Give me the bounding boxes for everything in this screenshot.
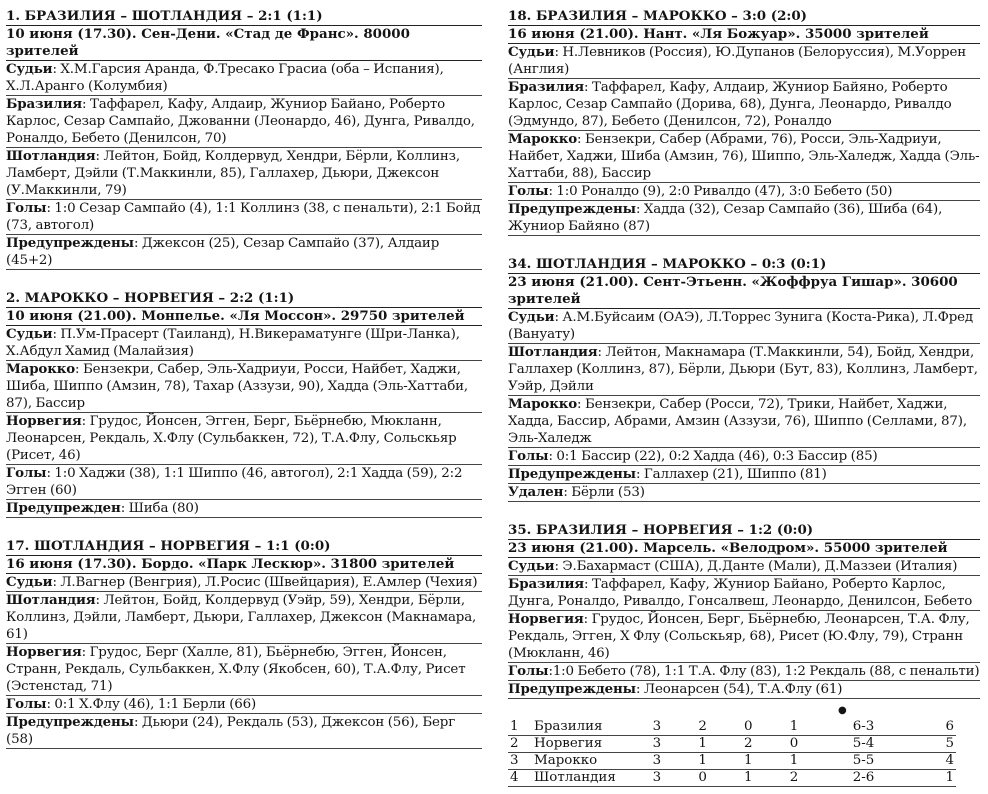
team: Марокко: [532, 753, 634, 770]
wins: 1: [680, 736, 726, 753]
row-label: Голы: [6, 465, 47, 481]
row-label: Удален: [508, 484, 564, 500]
lineup-row: [508, 79, 980, 131]
goals-row: [508, 183, 980, 201]
match-info: 10 июня (17.30). Сен-Дени. «Стад де Франс». 80000 зрителей: [6, 26, 482, 61]
dot-mark: ●: [838, 705, 847, 716]
row-label: Судьи: [6, 326, 53, 342]
referees-row: [508, 558, 980, 576]
cautions-row: [508, 466, 980, 484]
match-title: 18. БРАЗИЛИЯ – МАРОККО – 3:0 (2:0): [508, 8, 980, 26]
match-title: 17. ШОТЛАНДИЯ – НОРВЕГИЯ – 1:1 (0:0): [6, 538, 482, 556]
losses: 1: [771, 753, 817, 770]
table-row: [508, 770, 956, 787]
draws: 1: [725, 770, 771, 787]
match-1-brazil-scotland: [6, 8, 482, 270]
row-text: : Х.М.Гарсия Аранда, Ф.Тресако Грасиа (оба – Испания), Х.Л.Аранго (Колумбия): [6, 62, 444, 94]
draws: 0: [725, 719, 771, 736]
cautions-row: [508, 201, 980, 236]
table-row: [508, 719, 956, 736]
match-18-brazil-morocco: [508, 8, 980, 236]
row-text: : Леонарсен (54), Т.А.Флу (61): [635, 682, 843, 697]
row-text: : Лейтон, Макнамара (Т.Маккинли, 54), Бойд, Хендри, Галлахер (Коллинз, 87), Бёрли, Дьюри (Бут, 83), Коллинз, Ламберт, Уэйр, Дэйли: [508, 345, 978, 394]
cautions-row: [6, 235, 482, 270]
row-label: Марокко: [508, 131, 578, 147]
wins: 0: [680, 770, 726, 787]
row-label: Голы: [508, 183, 549, 199]
cautions-row: [6, 500, 482, 518]
row-text: : Бензекри, Сабер (Абрами, 76), Росси, Эль-Хадриуи, Найбет, Хаджи, Шиба (Амзин, 76), Шиппо, Эль-Халедж, Хадда (Эль-Хаттаби, 88), Бассир: [508, 132, 980, 181]
match-info: 16 июня (17.30). Бордо. «Парк Лескюр». 31800 зрителей: [6, 556, 482, 574]
match-info: 10 июня (21.00). Монпелье. «Ля Моссон». 29750 зрителей: [6, 308, 482, 326]
lineup-row: [6, 644, 482, 696]
played: 3: [634, 736, 680, 753]
row-text: : 1:0 Хаджи (38), 1:1 Шиппо (46, автогол), 2:1 Хадда (59), 2:2 Эгген (60): [6, 466, 463, 498]
row-text: : Грудос, Берг (Халле, 81), Бьёрнебю, Эгген, Йонсен, Странн, Рекдаль, Сульбаккен, Х.Флу (Якобсен, 60), Т.А.Флу, Рисет (Эстенстад, 71): [6, 645, 466, 694]
lineup-row: [508, 611, 980, 663]
row-label: Бразилия: [508, 79, 585, 95]
goals-row: [6, 465, 482, 500]
referees-row: [508, 309, 980, 344]
goals: 5-5: [817, 753, 910, 770]
match-title: 1. БРАЗИЛИЯ – ШОТЛАНДИЯ – 2:1 (1:1): [6, 8, 482, 26]
row-label: Предупреждены: [508, 466, 636, 482]
goals: 2-6: [817, 770, 910, 787]
row-text: : 0:1 Бассир (22), 0:2 Хадда (46), 0:3 Бассир (85): [548, 449, 878, 464]
match-info: 23 июня (21.00). Марсель. «Велодром». 55000 зрителей: [508, 540, 980, 558]
row-text: : Галлахер (21), Шиппо (81): [635, 467, 827, 482]
lineup-row: [6, 148, 482, 200]
row-label: Марокко: [508, 396, 578, 412]
lineup-row: [508, 344, 980, 396]
row-text: : Хадда (32), Сезар Сампайо (36), Шиба (64), Жуниор Байяно (87): [508, 202, 943, 234]
row-text: : Таффарел, Кафу, Жуниор Байано, Роберто Карлос, Дунга, Роналдо, Ривалдо, Гонсалвеш, Леонардо, Денилсон, Бебето: [508, 577, 973, 609]
row-label: Судьи: [508, 309, 555, 325]
losses: 0: [771, 736, 817, 753]
referees-row: [508, 44, 980, 79]
right-column: [508, 8, 980, 787]
goals-row: [6, 200, 482, 235]
row-label: Бразилия: [6, 96, 83, 112]
position: 2: [508, 736, 532, 753]
row-text: : Бензекри, Сабер (Росси, 72), Трики, Найбет, Хаджи, Хадда, Бассир, Абрами, Амзин (Аззузи, 76), Шиппо (Селлами, 87), Эль-Халедж: [508, 397, 967, 446]
draws: 1: [725, 753, 771, 770]
lineup-row: [508, 131, 980, 183]
lineup-row: [508, 396, 980, 448]
match-17-scotland-norway: [6, 538, 482, 749]
goals: 6-3: [817, 719, 910, 736]
row-label: Норвегия: [6, 413, 82, 429]
sent-off-row: [508, 484, 980, 502]
row-text: : П.Ум-Прасерт (Таиланд), Н.Викераматунге (Шри-Ланка), Х.Абдул Хамид (Малайзия): [6, 327, 460, 359]
row-text: : А.М.Буйсаим (ОАЭ), Л.Торрес Зунига (Коста-Рика), Л.Фред (Вануату): [508, 310, 974, 342]
left-column: [6, 8, 482, 769]
cautions-row: [6, 714, 482, 749]
match-info: 23 июня (21.00). Сент-Этьенн. «Жоффруа Гишар». 30600 зрителей: [508, 274, 980, 309]
points: 4: [910, 753, 956, 770]
lineup-row: [6, 361, 482, 413]
row-label: Предупреждены: [508, 201, 636, 217]
row-text: : Бензекри, Сабер, Эль-Хадриуи, Росси, Найбет, Хаджи, Шиба, Шиппо (Амзин, 78), Тахар (Аззузи, 90), Хадда (Эль-Хаттаби, 87), Бассир: [6, 362, 469, 411]
row-label: Шотландия: [6, 592, 96, 608]
goals-row: [508, 663, 980, 681]
row-text: :1:0 Бебето (78), 1:1 Т.А. Флу (83), 1:2 Рекдаль (88, с пенальти): [548, 664, 980, 679]
goals-row: [6, 696, 482, 714]
referees-row: [6, 574, 482, 592]
match-info: 16 июня (21.00). Нант. «Ля Божуар». 35000 зрителей: [508, 26, 980, 44]
row-label: Предупреждены: [508, 681, 636, 697]
standings-table: [508, 719, 956, 787]
row-label: Голы: [6, 696, 47, 712]
match-34-scotland-morocco: [508, 256, 980, 502]
row-text: : Л.Вагнер (Венгрия), Л.Росис (Швейцария), Е.Амлер (Чехия): [52, 575, 478, 590]
row-text: : Лейтон, Бойд, Колдервуд (Уэйр, 59), Хендри, Бёрли, Коллинз, Дэйли, Ламберт, Дьюри, Галлахер, Джексон (Макнамара, 61): [6, 593, 477, 642]
row-label: Голы: [508, 448, 549, 464]
draws: 2: [725, 736, 771, 753]
points: 5: [910, 736, 956, 753]
row-text: : 0:1 Х.Флу (46), 1:1 Берли (66): [46, 697, 257, 712]
referees-row: [6, 61, 482, 96]
row-label: Судьи: [508, 558, 555, 574]
losses: 1: [771, 719, 817, 736]
played: 3: [634, 770, 680, 787]
referees-row: [6, 326, 482, 361]
row-label: Норвегия: [508, 611, 584, 627]
row-label: Предупреждены: [6, 714, 134, 730]
losses: 2: [771, 770, 817, 787]
position: 4: [508, 770, 532, 787]
goals: 5-4: [817, 736, 910, 753]
cautions-row: [508, 681, 980, 699]
row-label: Судьи: [6, 574, 53, 590]
team: Норвегия: [532, 736, 634, 753]
match-35-brazil-norway: [508, 522, 980, 699]
row-label: Голы: [6, 200, 47, 216]
row-label: Норвегия: [6, 644, 82, 660]
points: 6: [910, 719, 956, 736]
table-row: [508, 753, 956, 770]
row-label: Бразилия: [508, 576, 585, 592]
lineup-row: [6, 592, 482, 644]
row-text: : Грудос, Йонсен, Эгген, Берг, Бьёрнебю, Мюкланн, Леонарсен, Рекдаль, Х.Флу (Сульбаккен, 72), Т.А.Флу, Сольскьяр (Рисет, 46): [6, 414, 457, 463]
match-title: 2. МАРОККО – НОРВЕГИЯ – 2:2 (1:1): [6, 290, 482, 308]
lineup-row: [6, 96, 482, 148]
table-row: [508, 736, 956, 753]
team: Шотландия: [532, 770, 634, 787]
row-text: : Джексон (25), Сезар Сампайо (37), Алдаир (45+2): [6, 236, 440, 268]
match-title: 35. БРАЗИЛИЯ – НОРВЕГИЯ – 1:2 (0:0): [508, 522, 980, 540]
row-text: : Бёрли (53): [563, 485, 645, 500]
row-text: : Э.Бахармаст (США), Д.Данте (Мали), Д.Маззеи (Италия): [554, 559, 958, 574]
played: 3: [634, 719, 680, 736]
goals-row: [508, 448, 980, 466]
row-label: Предупрежден: [6, 500, 121, 516]
row-text: : Н.Левников (Россия), Ю.Дупанов (Белоруссия), М.Уоррен (Англия): [508, 45, 967, 77]
row-label: Шотландия: [508, 344, 598, 360]
row-label: Марокко: [6, 361, 76, 377]
group-standings: [508, 705, 980, 787]
lineup-row: [6, 413, 482, 465]
lineup-row: [508, 576, 980, 611]
position: 3: [508, 753, 532, 770]
points: 1: [910, 770, 956, 787]
position: 1: [508, 719, 532, 736]
row-label: Предупреждены: [6, 235, 134, 251]
row-text: : Дьюри (24), Рекдаль (53), Джексон (56), Берг (58): [6, 715, 456, 747]
row-text: : Шиба (80): [120, 501, 199, 516]
row-label: Шотландия: [6, 148, 96, 164]
row-text: : Таффарел, Кафу, Алдаир, Жуниор Байано, Роберто Карлос, Сезар Сампайо, Джованни (Леонардо, 46), Дунга, Ривалдо, Роналдо, Бебето (Денилсон, 70): [6, 97, 475, 146]
row-text: : Таффарел, Кафу, Алдаир, Жуниор Байяно, Роберто Карлос, Сезар Сампайо (Дорива, 68), Дунга, Леонардо, Ривалдо (Эдмундо, 87), Бебето (Денилсон, 72), Роналдо: [508, 80, 952, 129]
row-text: : 1:0 Роналдо (9), 2:0 Ривалдо (47), 3:0 Бебето (50): [548, 184, 893, 199]
played: 3: [634, 753, 680, 770]
row-text: : Грудос, Йонсен, Берг, Бьёрнебю, Леонарсен, Т.А. Флу, Рекдаль, Эгген, Х Флу (Сольскьяр, 68), Рисет (Ю.Флу, 79), Странн (Мюкланн, 46): [508, 612, 970, 661]
row-text: : Лейтон, Бойд, Колдервуд, Хендри, Бёрли, Коллинз, Ламберт, Дэйли (Т.Маккинли, 85), Галлахер, Дьюри, Джексон (У.Маккинли, 79): [6, 149, 460, 198]
match-title: 34. ШОТЛАНДИЯ – МАРОККО – 0:3 (0:1): [508, 256, 980, 274]
wins: 1: [680, 753, 726, 770]
row-text: : 1:0 Сезар Сампайо (4), 1:1 Коллинз (38, с пенальти), 2:1 Бойд (73, автогол): [6, 201, 481, 233]
team: Бразилия: [532, 719, 634, 736]
row-label: Судьи: [508, 44, 555, 60]
row-label: Судьи: [6, 61, 53, 77]
match-2-morocco-norway: [6, 290, 482, 518]
row-label: Голы: [508, 663, 549, 679]
wins: 2: [680, 719, 726, 736]
